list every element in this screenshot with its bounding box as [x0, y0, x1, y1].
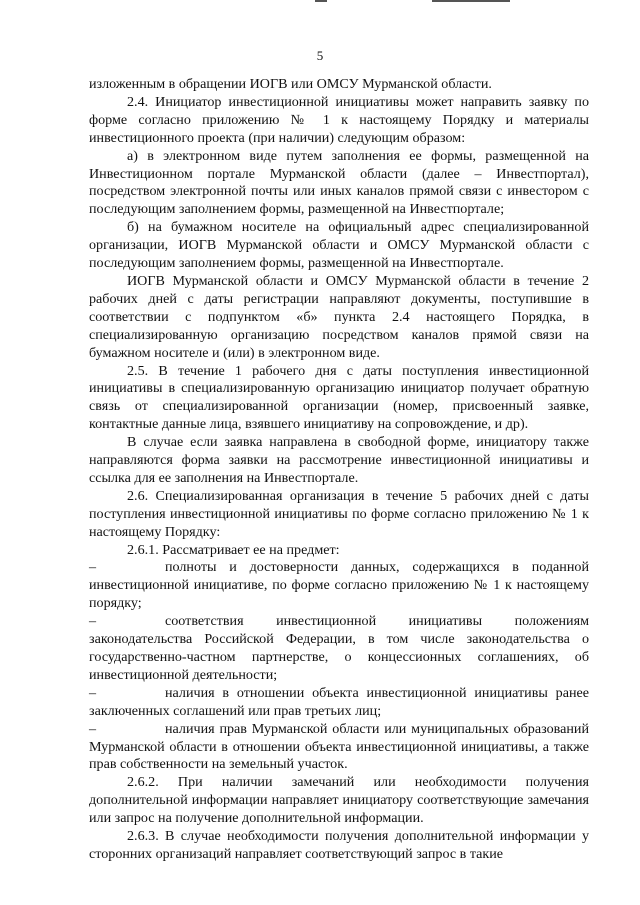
scan-mark: [432, 0, 510, 2]
paragraph: изложенным в обращении ИОГВ или ОМСУ Мурманской области.: [89, 76, 492, 92]
scan-edge-marks: [0, 0, 640, 4]
list-dash: –: [89, 613, 97, 630]
paragraph: б) на бумажном носителе на официальный адрес специализированной организации, ИОГВ Мурманской области и ОМСУ Мурманской области с последующим заполнением формы, размещенной на Инвестпортале.: [89, 219, 589, 272]
list-dash: –: [89, 559, 97, 576]
paragraph: 2.4. Инициатор инвестиционной инициативы может направить заявку по форме согласно приложению № 1 к настоящему Порядку и материалы инвестиционного проекта (при наличии) следующим образом:: [89, 93, 589, 146]
paragraph: 2.5. В течение 1 рабочего дня с даты поступления инвестиционной инициативы в специализированную организацию инициатор получает обратную связь от специализированной организации (номер, присвоенный заявке, контактные данные лица, взявшего инициативу на сопровождение, и др).: [89, 362, 589, 433]
list-dash: –: [89, 684, 97, 701]
scan-mark: [315, 0, 327, 2]
list-item: [89, 613, 589, 685]
list-item: [89, 721, 589, 775]
page-number: 5: [316, 48, 324, 63]
paragraph: ИОГВ Мурманской области и ОМСУ Мурманской области в течение 2 рабочих дней с даты регистрации направляют документы, поступившие в соответствии с подпунктом «б» пункта 2.4 настоящего Порядка, в специализированную организацию посредством каналов прямой связи на бумажном носителе и (или) в электронном виде.: [89, 272, 589, 361]
paragraph: 2.6.1. Рассматривает ее на предмет:: [127, 541, 340, 558]
paragraph: В случае если заявка направлена в свободной форме, инициатору также направляются форма заявки на рассмотрение инвестиционной инициативы и ссылка для ее заполнения на Инвестпортале.: [89, 434, 589, 486]
list-item: [89, 559, 589, 613]
list-item-text: наличия прав Мурманской области или муниципальных образований Мурманской области в отношении объекта инвестиционной инициативы, а также прав собственности на земельный участок.: [89, 720, 589, 773]
list-item-text: полноты и достоверности данных, содержащихся в поданной инвестиционной инициативе, по форме согласно приложению № 1 к настоящему порядку;: [89, 559, 589, 612]
document-body: [89, 76, 589, 864]
paragraph: а) в электронном виде путем заполнения ее формы, размещенной на Инвестиционном портале Мурманской области (далее – Инвестпортал), посредством электронной почты или иных каналов прямой связи с инвестором с последующим заполнением формы, размещенной на Инвестпортале;: [89, 147, 589, 218]
paragraph: 2.6.3. В случае необходимости получения дополнительной информации у сторонних организаций направляет соответствующий запрос в такие: [89, 828, 589, 862]
list-item-text: соответствия инвестиционной инициативы положениям законодательства Российской Федерации, в том числе законодательства о государственно-частном партнерстве, о концессионных соглашениях, об инвестиционной деятельности;: [89, 613, 589, 683]
paragraph: 2.6. Специализированная организация в течение 5 рабочих дней с даты поступления инвестиционной инициативы по форме согласно приложению № 1 к настоящему Порядку:: [89, 487, 589, 540]
list-item: [89, 685, 589, 721]
paragraph: 2.6.2. При наличии замечаний или необходимости получения дополнительной информации направляет инициатору соответствующие замечания или запрос на получение дополнительной информации.: [89, 774, 589, 827]
list-dash: –: [89, 720, 97, 737]
list-item-text: наличия в отношении объекта инвестиционной инициативы ранее заключенных соглашений или прав третьих лиц;: [89, 684, 589, 719]
